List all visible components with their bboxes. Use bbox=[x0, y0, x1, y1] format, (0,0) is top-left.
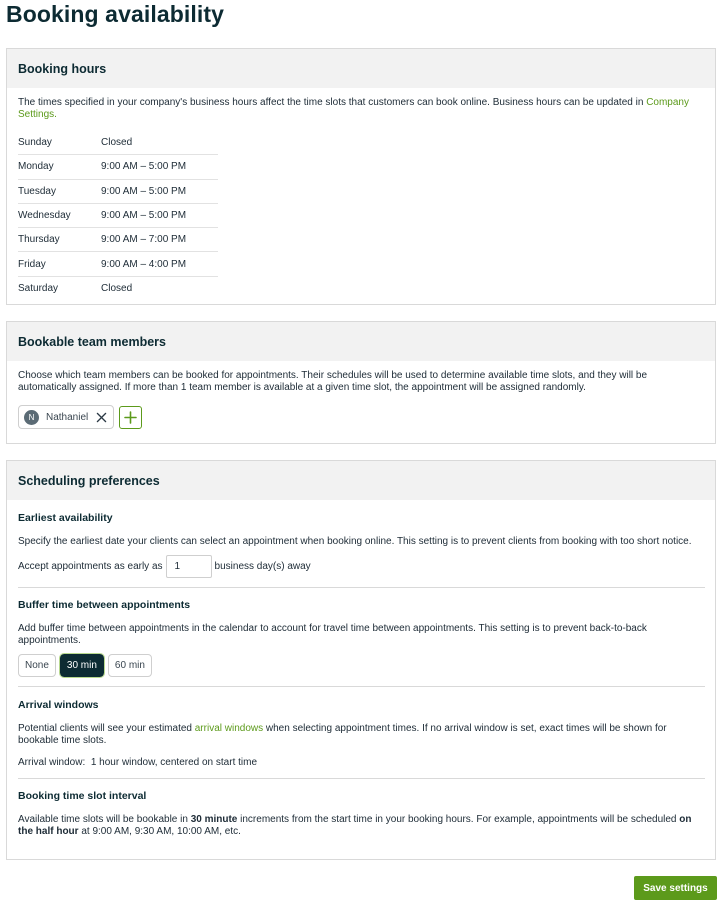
add-team-member-button[interactable] bbox=[119, 406, 142, 429]
team-members-description: Choose which team members can be booked for appointments. Their schedules will be used to determine available time slots, and they will be automatically assigned. If more than 1 team member is available at a given time slot, the appointment will be assigned randomly. bbox=[18, 370, 648, 393]
buffer-time-options bbox=[18, 654, 705, 677]
arrival-windows-description: Potential clients will see your estimated arrival windows when selecting appointment times. If no arrival window is set, exact times will be shown for bookable time slots. bbox=[18, 723, 667, 746]
hours-value: 9:00 AM – 5:00 PM bbox=[101, 185, 187, 197]
earliest-availability-row bbox=[18, 554, 705, 579]
arrival-window-value: 1 hour window, centered on start time bbox=[90, 757, 258, 768]
buffer-option-60-min[interactable]: 60 min bbox=[108, 654, 152, 677]
earliest-prefix: Accept appointments as early as bbox=[18, 561, 163, 572]
team-members-header: Bookable team members bbox=[7, 322, 715, 361]
team-member-name: Nathaniel bbox=[46, 411, 89, 423]
booking-hours-header: Booking hours bbox=[7, 49, 715, 88]
arrival-window-setting bbox=[18, 757, 705, 768]
day-label: Tuesday bbox=[18, 185, 56, 197]
buffer-option-30-min[interactable]: 30 min bbox=[60, 654, 104, 677]
day-label: Thursday bbox=[18, 234, 60, 246]
earliest-suffix: business day(s) away bbox=[214, 561, 311, 572]
buffer-time-title: Buffer time between appointments bbox=[18, 599, 191, 611]
hours-table bbox=[18, 131, 218, 300]
hours-row bbox=[18, 155, 218, 179]
booking-hours-card bbox=[6, 48, 716, 305]
arrival-windows-title: Arrival windows bbox=[18, 699, 99, 711]
hours-value: Closed bbox=[101, 282, 133, 294]
earliest-availability-description: Specify the earliest date your clients can select an appointment when booking online. This setting is to prevent clients from booking with too short notice. bbox=[18, 536, 692, 547]
remove-member-close-icon[interactable] bbox=[96, 412, 107, 423]
time-slot-interval-description: Available time slots will be bookable in 30 minute increments from the start time in your booking hours. For example, appointments will be scheduled on the half hour at 9:00 AM, 9:30 AM, 10:00 AM, etc. bbox=[18, 814, 692, 837]
time-slot-interval-title: Booking time slot interval bbox=[18, 790, 147, 802]
day-label: Saturday bbox=[18, 282, 59, 294]
scheduling-card bbox=[6, 460, 716, 860]
hours-value: 9:00 AM – 5:00 PM bbox=[101, 210, 187, 222]
business-days-input[interactable]: 1 bbox=[166, 555, 212, 578]
hours-value: 9:00 AM – 4:00 PM bbox=[101, 258, 187, 270]
buffer-time-description: Add buffer time between appointments in the calendar to account for travel time between appointments. This setting is to prevent back-to-back appointments. bbox=[18, 623, 647, 646]
hours-value: 9:00 AM – 7:00 PM bbox=[101, 234, 187, 246]
plus-icon bbox=[124, 411, 137, 424]
team-members-card bbox=[6, 321, 716, 444]
team-member-chip bbox=[18, 405, 114, 429]
hours-value: 9:00 AM – 5:00 PM bbox=[101, 161, 187, 173]
hours-row bbox=[18, 252, 218, 276]
day-label: Monday bbox=[18, 161, 54, 173]
hours-row bbox=[18, 180, 218, 204]
team-member-list bbox=[18, 405, 705, 429]
divider bbox=[18, 587, 705, 588]
booking-hours-description: The times specified in your company's business hours affect the time slots that customers can book online. Business hours can be updated in Company Settings. bbox=[18, 97, 689, 120]
arrival-window-label: Arrival window: bbox=[18, 757, 86, 768]
divider bbox=[18, 686, 705, 687]
arrival-windows-link[interactable]: arrival windows bbox=[194, 723, 264, 734]
earliest-availability-title: Earliest availability bbox=[18, 512, 113, 524]
company-settings-link[interactable]: Company Settings. bbox=[18, 97, 689, 120]
avatar: N bbox=[24, 410, 39, 425]
hours-value: Closed bbox=[101, 137, 133, 149]
hours-row bbox=[18, 204, 218, 228]
divider bbox=[18, 778, 705, 779]
day-label: Sunday bbox=[18, 137, 52, 149]
hours-row bbox=[18, 228, 218, 252]
save-settings-button[interactable]: Save settings bbox=[634, 876, 717, 900]
day-label: Friday bbox=[18, 258, 46, 270]
scheduling-header: Scheduling preferences bbox=[7, 461, 715, 500]
hours-row bbox=[18, 131, 218, 155]
day-label: Wednesday bbox=[18, 210, 71, 222]
page-title: Booking availability bbox=[6, 1, 224, 27]
hours-row bbox=[18, 277, 218, 300]
buffer-option-none[interactable]: None bbox=[18, 654, 56, 677]
